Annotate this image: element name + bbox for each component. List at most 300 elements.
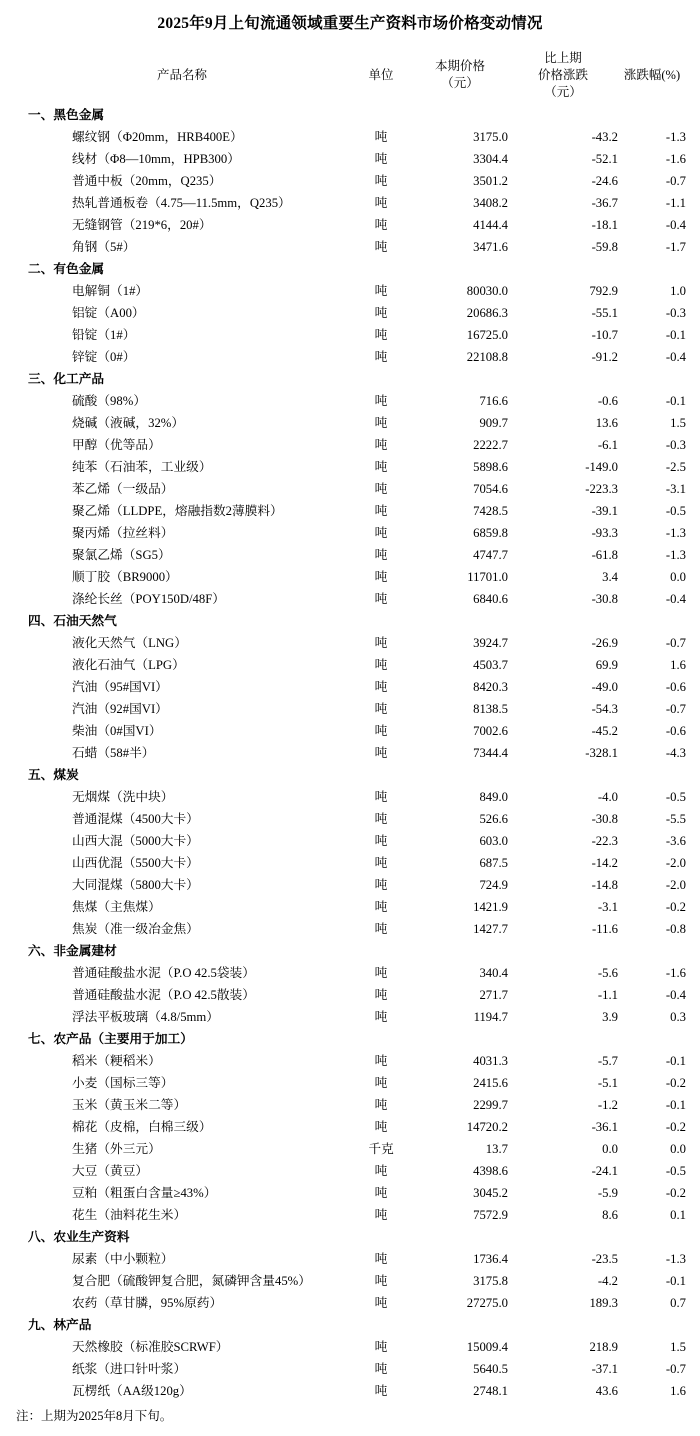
category-row xyxy=(14,1226,686,1248)
price-change xyxy=(508,368,618,390)
table-row xyxy=(14,456,686,478)
table-row xyxy=(14,1336,686,1358)
current-price: 2748.1 xyxy=(473,1384,508,1399)
current-price: 3175.0 xyxy=(473,130,508,145)
price-change-percent: -0.2 xyxy=(665,1076,686,1091)
table-row xyxy=(14,1248,686,1270)
category-row xyxy=(14,764,686,786)
product-unit: 吨 xyxy=(374,152,388,167)
table-note: 注：上期为2025年8月下旬。 xyxy=(16,1409,173,1424)
table-row xyxy=(14,1138,686,1160)
price-change-percent: -1.6 xyxy=(665,152,686,167)
price-change: -43.2 xyxy=(591,130,618,145)
table-row xyxy=(14,346,686,368)
price-change: -45.2 xyxy=(591,724,618,739)
product-unit: 吨 xyxy=(374,504,388,519)
price-change-percent: -0.4 xyxy=(665,592,686,607)
table-row xyxy=(14,1160,686,1182)
category-row xyxy=(14,610,686,632)
product-name: 角钢（5#） xyxy=(72,240,136,255)
product-name: 螺纹钢（Φ20mm，HRB400E） xyxy=(72,130,243,145)
price-change-percent: -0.3 xyxy=(665,438,686,453)
price-change: -11.6 xyxy=(592,922,618,937)
current-price: 2299.7 xyxy=(473,1098,508,1113)
product-unit: 吨 xyxy=(374,658,388,673)
current-price: 849.0 xyxy=(479,790,508,805)
current-price: 4503.7 xyxy=(473,658,508,673)
product-name: 玉米（黄玉米二等） xyxy=(72,1098,187,1113)
current-price: 22108.8 xyxy=(466,350,508,365)
price-change-percent: 0.0 xyxy=(670,570,686,585)
price-change: -36.1 xyxy=(591,1120,618,1135)
product-name: 甲醇（优等品） xyxy=(72,438,161,453)
price-change-percent: -0.7 xyxy=(665,636,686,651)
product-unit: 吨 xyxy=(374,438,388,453)
current-price: 7572.9 xyxy=(473,1208,508,1223)
price-change-percent: -1.3 xyxy=(665,1252,686,1267)
product-unit: 吨 xyxy=(374,746,388,761)
price-change xyxy=(508,258,618,280)
price-change: 3.4 xyxy=(602,570,618,585)
price-table xyxy=(14,46,686,1402)
product-unit: 吨 xyxy=(374,966,388,981)
price-change-percent: -0.3 xyxy=(665,306,686,321)
current-price: 6859.8 xyxy=(473,526,508,541)
category-label: 三、化工产品 xyxy=(28,372,105,387)
current-price xyxy=(412,368,508,390)
price-change: 218.9 xyxy=(589,1340,618,1355)
category-row xyxy=(14,1314,686,1336)
column-header-unit: 单位 xyxy=(368,68,394,83)
category-label: 八、农业生产资料 xyxy=(28,1230,130,1245)
product-unit: 吨 xyxy=(374,1098,388,1113)
product-name: 涤纶长丝（POY150D/48F） xyxy=(72,592,225,607)
product-name: 焦煤（主焦煤） xyxy=(72,900,161,915)
table-row xyxy=(14,1182,686,1204)
price-change-percent: 1.5 xyxy=(670,1340,686,1355)
product-unit: 吨 xyxy=(374,1208,388,1223)
price-change-percent: -0.2 xyxy=(665,900,686,915)
current-price: 1427.7 xyxy=(473,922,508,937)
table-row xyxy=(14,1094,686,1116)
product-unit xyxy=(350,610,412,632)
product-name: 棉花（皮棉，白棉三级） xyxy=(72,1120,212,1135)
product-name: 柴油（0#国VI） xyxy=(72,724,162,739)
column-header-delta-line1: 比上期 xyxy=(544,50,582,65)
table-row xyxy=(14,1072,686,1094)
category-label: 七、农产品（主要用于加工） xyxy=(28,1032,193,1047)
table-row xyxy=(14,280,686,302)
table-row xyxy=(14,434,686,456)
price-change: -4.2 xyxy=(597,1274,618,1289)
column-header-delta-line3: （元） xyxy=(544,84,582,99)
product-name: 铝锭（A00） xyxy=(72,306,145,321)
price-change-percent xyxy=(618,258,686,280)
price-change-percent: -0.4 xyxy=(665,218,686,233)
product-name: 普通混煤（4500大卡） xyxy=(72,812,199,827)
price-change: 189.3 xyxy=(589,1296,618,1311)
current-price xyxy=(412,258,508,280)
price-change-percent xyxy=(618,764,686,786)
product-unit: 吨 xyxy=(374,878,388,893)
product-name: 汽油（92#国VI） xyxy=(72,702,168,717)
price-change-percent xyxy=(618,940,686,962)
product-unit xyxy=(350,368,412,390)
product-unit xyxy=(350,1028,412,1050)
table-row xyxy=(14,1380,686,1402)
product-name: 苯乙烯（一级品） xyxy=(72,482,174,497)
current-price: 16725.0 xyxy=(466,328,508,343)
product-unit: 吨 xyxy=(374,724,388,739)
current-price: 8420.3 xyxy=(473,680,508,695)
category-label: 四、石油天然气 xyxy=(28,614,117,629)
product-name: 普通中板（20mm，Q235） xyxy=(72,174,222,189)
current-price xyxy=(412,1314,508,1336)
product-name: 尿素（中小颗粒） xyxy=(72,1252,174,1267)
table-row xyxy=(14,852,686,874)
current-price: 526.6 xyxy=(479,812,508,827)
product-unit: 吨 xyxy=(374,482,388,497)
price-change: 43.6 xyxy=(595,1384,618,1399)
price-change-percent: -1.6 xyxy=(665,966,686,981)
product-name: 聚丙烯（拉丝料） xyxy=(72,526,174,541)
product-unit: 吨 xyxy=(374,900,388,915)
product-name: 稻米（粳稻米） xyxy=(72,1054,161,1069)
table-row xyxy=(14,1116,686,1138)
price-change: -26.9 xyxy=(591,636,618,651)
price-change xyxy=(508,1226,618,1248)
price-change: 13.6 xyxy=(595,416,618,431)
price-change: -328.1 xyxy=(585,746,618,761)
product-name: 山西优混（5500大卡） xyxy=(72,856,199,871)
price-change: -49.0 xyxy=(591,680,618,695)
price-change xyxy=(508,764,618,786)
product-unit: 吨 xyxy=(374,1274,388,1289)
product-unit: 吨 xyxy=(374,1296,388,1311)
current-price: 909.7 xyxy=(479,416,508,431)
price-change: -14.8 xyxy=(591,878,618,893)
product-unit: 吨 xyxy=(374,1120,388,1135)
price-change-percent: -0.1 xyxy=(665,1098,686,1113)
current-price: 4144.4 xyxy=(473,218,508,233)
current-price: 3045.2 xyxy=(473,1186,508,1201)
product-unit xyxy=(350,764,412,786)
price-change: 8.6 xyxy=(602,1208,618,1223)
table-row xyxy=(14,478,686,500)
product-unit: 吨 xyxy=(374,240,388,255)
product-name: 纯苯（石油苯，工业级） xyxy=(72,460,212,475)
current-price: 6840.6 xyxy=(473,592,508,607)
price-change: -1.1 xyxy=(597,988,618,1003)
product-unit: 吨 xyxy=(374,1340,388,1355)
product-name: 农药（草甘膦，95%原药） xyxy=(72,1296,223,1311)
price-change-percent: -0.4 xyxy=(665,350,686,365)
price-change-percent: -0.5 xyxy=(665,790,686,805)
table-row xyxy=(14,412,686,434)
price-change-percent: -2.0 xyxy=(665,856,686,871)
price-change xyxy=(508,1028,618,1050)
price-change-percent: 0.3 xyxy=(670,1010,686,1025)
price-change-percent: -0.6 xyxy=(665,680,686,695)
table-row xyxy=(14,632,686,654)
current-price xyxy=(412,1028,508,1050)
price-change-percent xyxy=(618,368,686,390)
category-row xyxy=(14,940,686,962)
current-price: 7428.5 xyxy=(473,504,508,519)
product-name: 热轧普通板卷（4.75—11.5mm，Q235） xyxy=(72,196,291,211)
category-row xyxy=(14,258,686,280)
current-price xyxy=(412,764,508,786)
price-change-percent: -1.3 xyxy=(665,130,686,145)
current-price: 2415.6 xyxy=(473,1076,508,1091)
product-unit: 吨 xyxy=(374,218,388,233)
price-change-percent: -0.6 xyxy=(665,724,686,739)
current-price: 1421.9 xyxy=(473,900,508,915)
table-row xyxy=(14,566,686,588)
product-name: 焦炭（准一级冶金焦） xyxy=(72,922,199,937)
price-change-percent: 0.1 xyxy=(670,1208,686,1223)
product-name: 山西大混（5000大卡） xyxy=(72,834,199,849)
price-change: -59.8 xyxy=(591,240,618,255)
category-label: 六、非金属建材 xyxy=(28,944,117,959)
price-change xyxy=(508,104,618,126)
product-unit: 吨 xyxy=(374,328,388,343)
price-change-percent: 0.0 xyxy=(670,1142,686,1157)
table-row xyxy=(14,192,686,214)
current-price: 7344.4 xyxy=(473,746,508,761)
price-change: -3.1 xyxy=(597,900,618,915)
current-price: 724.9 xyxy=(479,878,508,893)
table-row xyxy=(14,962,686,984)
table-row xyxy=(14,170,686,192)
price-change: -30.8 xyxy=(591,592,618,607)
price-change: -22.3 xyxy=(591,834,618,849)
price-change-percent: -0.5 xyxy=(665,1164,686,1179)
price-change-percent: 1.0 xyxy=(670,284,686,299)
current-price: 7002.6 xyxy=(473,724,508,739)
table-row xyxy=(14,1358,686,1380)
product-unit: 吨 xyxy=(374,284,388,299)
current-price: 13.7 xyxy=(485,1142,508,1157)
price-change-percent xyxy=(618,1028,686,1050)
current-price xyxy=(412,1226,508,1248)
product-unit: 吨 xyxy=(374,1252,388,1267)
price-change: -14.2 xyxy=(591,856,618,871)
price-change: -5.9 xyxy=(597,1186,618,1201)
product-name: 烧碱（液碱，32%） xyxy=(72,416,185,431)
price-change-percent: -1.1 xyxy=(665,196,686,211)
current-price: 1736.4 xyxy=(473,1252,508,1267)
product-name: 纸浆（进口针叶浆） xyxy=(72,1362,187,1377)
product-name: 汽油（95#国VI） xyxy=(72,680,168,695)
table-row xyxy=(14,676,686,698)
table-row xyxy=(14,544,686,566)
price-change-percent: -4.3 xyxy=(665,746,686,761)
price-change: -6.1 xyxy=(597,438,618,453)
product-name: 电解铜（1#） xyxy=(72,284,149,299)
product-name: 复合肥（硫酸钾复合肥，氮磷钾含量45%） xyxy=(72,1274,311,1289)
price-change: -4.0 xyxy=(597,790,618,805)
product-unit: 吨 xyxy=(374,394,388,409)
table-row xyxy=(14,302,686,324)
price-change-percent: -5.5 xyxy=(665,812,686,827)
column-header-delta xyxy=(508,46,618,104)
product-name: 生猪（外三元） xyxy=(72,1142,161,1157)
current-price: 3471.6 xyxy=(473,240,508,255)
price-change-percent xyxy=(618,1226,686,1248)
table-body xyxy=(14,104,686,1402)
table-row xyxy=(14,830,686,852)
price-change: 3.9 xyxy=(602,1010,618,1025)
table-row xyxy=(14,1270,686,1292)
product-unit xyxy=(350,104,412,126)
table-row xyxy=(14,808,686,830)
price-change: -36.7 xyxy=(591,196,618,211)
product-name: 铅锭（1#） xyxy=(72,328,136,343)
price-change-percent: -0.8 xyxy=(665,922,686,937)
table-row xyxy=(14,874,686,896)
price-change-percent xyxy=(618,104,686,126)
product-unit: 吨 xyxy=(374,460,388,475)
current-price: 15009.4 xyxy=(466,1340,508,1355)
table-row xyxy=(14,786,686,808)
product-name: 线材（Φ8—10mm，HPB300） xyxy=(72,152,240,167)
table-row xyxy=(14,918,686,940)
column-header-price-line1: 本期价格 xyxy=(434,59,485,74)
price-change: -37.1 xyxy=(591,1362,618,1377)
current-price: 20686.3 xyxy=(466,306,508,321)
current-price: 5898.6 xyxy=(473,460,508,475)
current-price: 8138.5 xyxy=(473,702,508,717)
product-unit xyxy=(350,1314,412,1336)
column-header-pct: 涨跌幅(%) xyxy=(623,68,681,83)
product-name: 大同混煤（5800大卡） xyxy=(72,878,199,893)
product-name: 无缝钢管（219*6，20#） xyxy=(72,218,212,233)
table-row xyxy=(14,698,686,720)
category-row xyxy=(14,368,686,390)
product-unit xyxy=(350,940,412,962)
product-unit: 吨 xyxy=(374,1010,388,1025)
price-change-percent: -0.4 xyxy=(665,988,686,1003)
category-row xyxy=(14,1028,686,1050)
product-unit: 吨 xyxy=(374,680,388,695)
price-change: -24.6 xyxy=(591,174,618,189)
price-change: -0.6 xyxy=(597,394,618,409)
product-name: 花生（油料花生米） xyxy=(72,1208,187,1223)
product-name: 大豆（黄豆） xyxy=(72,1164,149,1179)
price-change: -39.1 xyxy=(591,504,618,519)
current-price xyxy=(412,940,508,962)
product-name: 豆粕（粗蛋白含量≥43%） xyxy=(72,1186,217,1201)
product-name: 液化石油气（LPG） xyxy=(72,658,185,673)
product-name: 液化天然气（LNG） xyxy=(72,636,187,651)
current-price: 80030.0 xyxy=(466,284,508,299)
table-row xyxy=(14,896,686,918)
current-price xyxy=(412,610,508,632)
product-unit xyxy=(350,1226,412,1248)
current-price: 603.0 xyxy=(479,834,508,849)
table-row xyxy=(14,654,686,676)
current-price: 716.6 xyxy=(479,394,508,409)
current-price: 340.4 xyxy=(479,966,508,981)
product-unit: 吨 xyxy=(374,702,388,717)
category-row xyxy=(14,104,686,126)
price-change-percent: 0.7 xyxy=(670,1296,686,1311)
table-row xyxy=(14,1204,686,1226)
price-change: -23.5 xyxy=(591,1252,618,1267)
product-name: 聚乙烯（LLDPE，熔融指数2薄膜料） xyxy=(72,504,283,519)
product-unit: 吨 xyxy=(374,174,388,189)
price-change-percent: -0.2 xyxy=(665,1186,686,1201)
product-name: 顺丁胶（BR9000） xyxy=(72,570,178,585)
table-row xyxy=(14,390,686,412)
price-change-percent: -0.1 xyxy=(665,394,686,409)
product-unit: 吨 xyxy=(374,570,388,585)
price-change-percent: -1.3 xyxy=(665,526,686,541)
price-change-percent: -0.2 xyxy=(665,1120,686,1135)
category-label: 九、林产品 xyxy=(28,1318,92,1333)
product-unit: 吨 xyxy=(374,922,388,937)
price-change: -5.1 xyxy=(597,1076,618,1091)
price-change-percent: -1.3 xyxy=(665,548,686,563)
price-change: -52.1 xyxy=(591,152,618,167)
product-unit: 吨 xyxy=(374,130,388,145)
current-price: 4031.3 xyxy=(473,1054,508,1069)
product-unit: 吨 xyxy=(374,196,388,211)
price-change: -10.7 xyxy=(591,328,618,343)
price-change: -61.8 xyxy=(591,548,618,563)
product-unit: 吨 xyxy=(374,416,388,431)
product-unit: 吨 xyxy=(374,988,388,1003)
table-row xyxy=(14,148,686,170)
product-name: 小麦（国标三等） xyxy=(72,1076,174,1091)
category-label: 一、黑色金属 xyxy=(28,108,105,123)
table-row xyxy=(14,1050,686,1072)
product-unit: 吨 xyxy=(374,548,388,563)
product-unit: 吨 xyxy=(374,1076,388,1091)
current-price: 3924.7 xyxy=(473,636,508,651)
current-price: 14720.2 xyxy=(466,1120,508,1135)
table-row xyxy=(14,324,686,346)
table-row xyxy=(14,500,686,522)
table-row xyxy=(14,742,686,764)
product-unit: 吨 xyxy=(374,790,388,805)
price-change: -91.2 xyxy=(591,350,618,365)
column-header-name: 产品名称 xyxy=(156,68,207,83)
price-change xyxy=(508,1314,618,1336)
price-change-percent: -0.7 xyxy=(665,702,686,717)
product-name: 普通硅酸盐水泥（P.O 42.5袋装） xyxy=(72,966,255,981)
product-name: 硫酸（98%） xyxy=(72,394,147,409)
price-change-percent: -3.1 xyxy=(665,482,686,497)
product-name: 无烟煤（洗中块） xyxy=(72,790,174,805)
price-change: -55.1 xyxy=(591,306,618,321)
product-unit: 千克 xyxy=(368,1142,394,1157)
table-row xyxy=(14,1006,686,1028)
price-change: -149.0 xyxy=(585,460,618,475)
price-change-percent: 1.6 xyxy=(670,658,686,673)
price-change-percent xyxy=(618,1314,686,1336)
price-change: -5.6 xyxy=(597,966,618,981)
product-unit xyxy=(350,258,412,280)
current-price: 7054.6 xyxy=(473,482,508,497)
price-change: -30.8 xyxy=(591,812,618,827)
price-change-percent xyxy=(618,610,686,632)
product-unit: 吨 xyxy=(374,306,388,321)
price-change: -5.7 xyxy=(597,1054,618,1069)
table-row xyxy=(14,588,686,610)
table-header xyxy=(14,46,686,104)
